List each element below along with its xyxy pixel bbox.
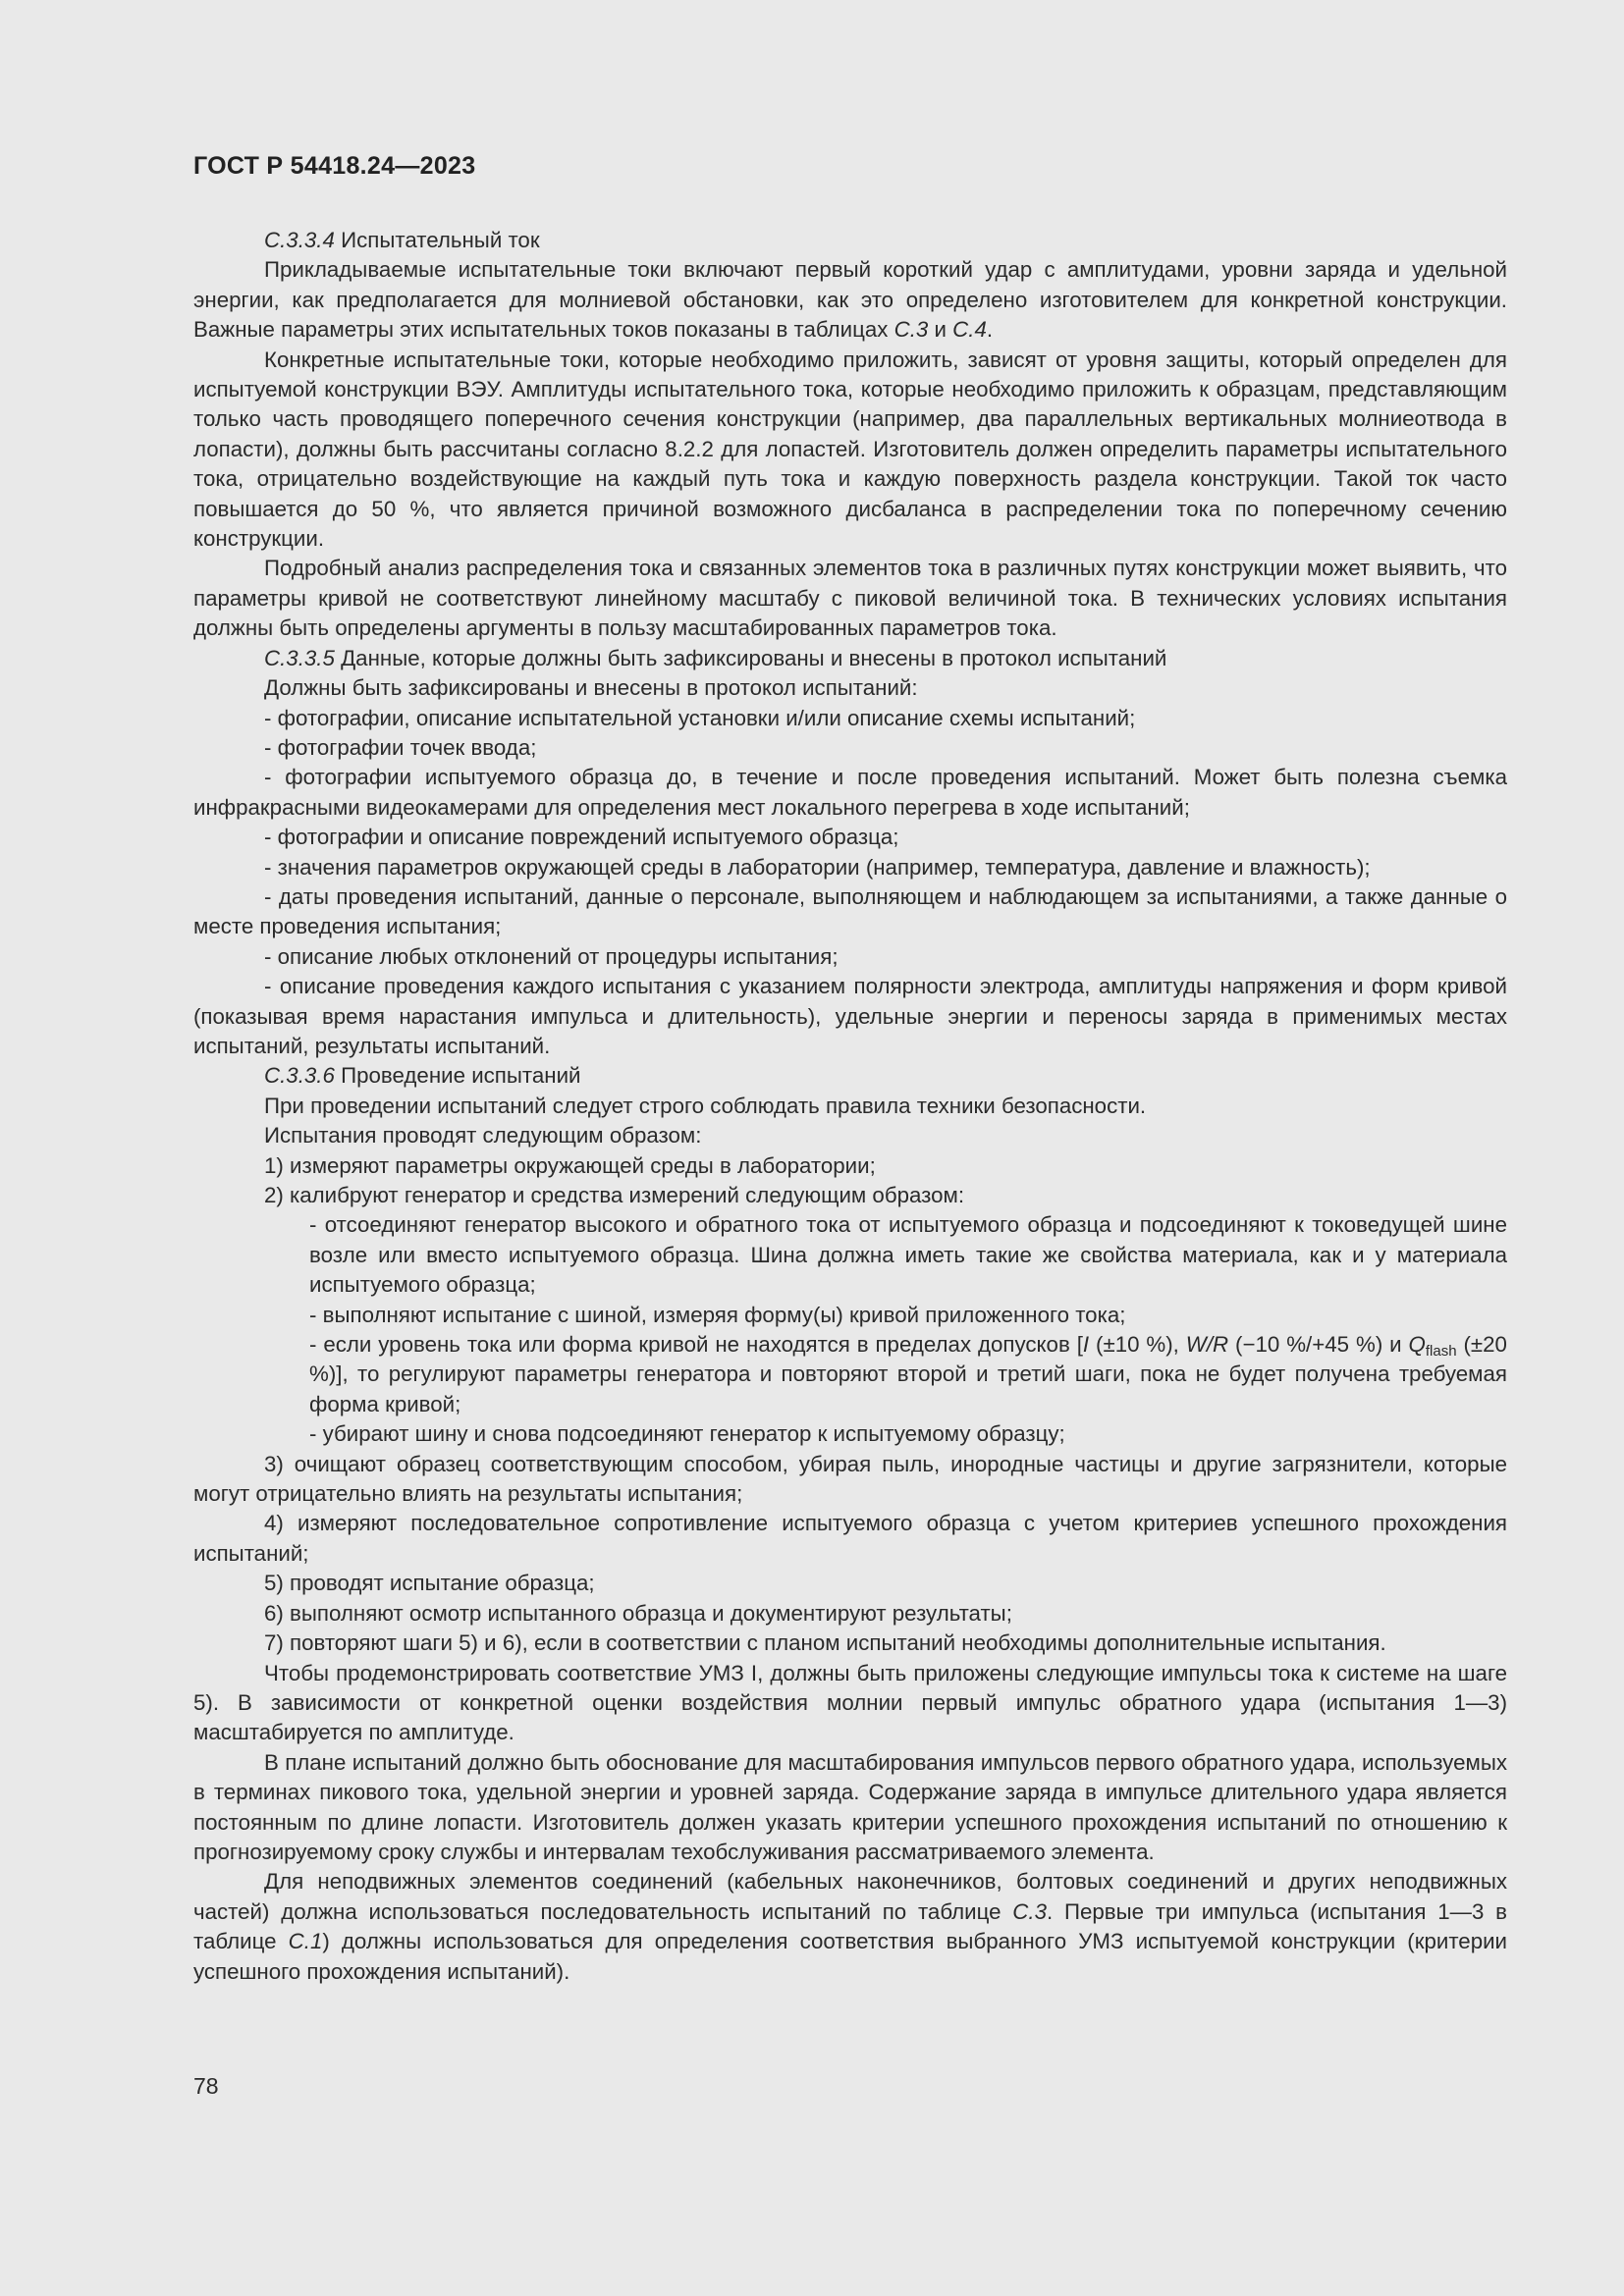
list-item: - даты проведения испытаний, данные о персонале, выполняющем и наблюдающем за испытаниями, а также данные о месте проведения испытания; [193,883,1507,939]
list-item: 2) калибруют генератор и средства измерений следующим образом: [264,1183,965,1207]
sub-list-text: (±20 %)], то регулируют параметры генератора и повторяют второй и третий шаги, пока не будет получена требуемая форма кривой; [309,1332,1507,1416]
sub-list-text: (±10 %), [1089,1332,1186,1358]
page-number: 78 [193,2073,219,2099]
paragraph: В плане испытаний должно быть обоснование для масштабирования импульсов первого обратного удара, используемых в терминах пикового тока, удельной энергии и уровней заряда. Содержание заряда в импульсе длительного удара является постоянным по длине лопасти. Изготовитель должен указать критерии успешного прохождения испытаний по отношению к прогнозируемому сроку службы и интервалам техобслуживания рассматриваемого элемента. [193,1749,1507,1864]
list-item: 3) очищают образец соответствующим способом, убирая пыль, инородные частицы и другие загрязнители, которые могут отрицательно влиять на результаты испытания; [193,1451,1507,1507]
paragraph: Конкретные испытательные токи, которые необходимо приложить, зависят от уровня защиты, который определен для испытуемой конструкции ВЭУ. Амплитуды испытательного тока, которые необходимо приложить к образцам, представляющим только часть проводящего поперечного сечения конструкции (например, два параллельных вертикальных молниеотвода в лопасти), должны быть рассчитаны согласно 8.2.2 для лопастей. Изготовитель должен определить параметры испытательного тока, отрицательно воздействующие на каждый путь тока и каждую поверхность раздела конструкции. Такой ток часто повышается до 50 %, что является причиной возможного дисбаланса в распределении тока по поперечному сечению конструкции. [193,347,1507,552]
section-title: Испытательный ток [334,228,540,252]
table-reference: С.3 [1012,1898,1047,1924]
section-number: С.3.3.6 [264,1063,335,1089]
paragraph-text: ) должны использоваться для определения соответствия выбранного УМЗ испытуемой конструкции (критерии успешного прохождения испытаний). [193,1929,1507,1984]
document-body [193,226,1507,1987]
section-heading-c334 [193,226,1507,255]
paragraph [193,1867,1507,1987]
table-reference: С.1 [288,1929,323,1954]
section-heading-c336 [193,1061,1507,1091]
list-item: 5) проводят испытание образца; [264,1571,595,1596]
list-item: - описание любых отклонений от процедуры испытания; [264,943,839,969]
list-item: - описание проведения каждого испытания с указанием полярности электрода, амплитуды напряжения и форм кривой (показывая время нарастания импульса и длительность), удельные энергии и переносы заряда в применимых местах испытаний, результаты испытаний. [193,974,1507,1058]
sub-list-item [309,1330,1507,1419]
document-header: ГОСТ Р 54418.24—2023 [193,152,476,180]
paragraph-text: Прикладываемые испытательные токи включают первый короткий удар с амплитудами, уровни заряда и удельной энергии, как предполагается для молниевой обстановки, как это определено изготовителем для конкретной конструкции. Важные параметры этих испытательных токов показаны в таблицах [193,257,1507,343]
paragraph: При проведении испытаний следует строго соблюдать правила техники безопасности. [264,1093,1147,1118]
section-number: С.3.3.4 [264,228,335,252]
list-item: - значения параметров окружающей среды в лаборатории (например, температура, давление и влажность); [264,854,1371,880]
section-heading-c335 [193,644,1507,673]
symbol-charge: Q [1408,1332,1426,1358]
sub-list-item: - убирают шину и снова подсоединяют генератор к испытуемому образцу; [309,1421,1065,1447]
paragraph: Должны быть зафиксированы и внесены в протокол испытаний: [264,675,918,701]
paragraph-text: . [986,317,994,343]
list-item: 7) повторяют шаги 5) и 6), если в соответствии с планом испытаний необходимы дополнительные испытания. [264,1630,1386,1656]
paragraph: Испытания проводят следующим образом: [264,1123,702,1148]
symbol-current: I [1082,1332,1090,1358]
table-reference: С.3 [893,317,929,343]
sub-list-text: - если уровень тока или форма кривой не находятся в пределах допусков [ [309,1332,1083,1358]
sub-list-item: - отсоединяют генератор высокого и обратного тока от испытуемого образца и подсоединяют к токоведущей шине возле или вместо испытуемого образца. Шина должна иметь такие же свойства материала, как и у материала испытуемого образца; [309,1212,1507,1298]
list-item: 1) измеряют параметры окружающей среды в лаборатории; [264,1152,876,1178]
table-reference: С.4 [952,317,987,343]
list-item: 6) выполняют осмотр испытанного образца и документируют результаты; [264,1600,1012,1626]
sub-list-text: (−10 %/+45 %) и [1228,1332,1409,1358]
paragraph-text: Для неподвижных элементов соединений (кабельных наконечников, болтовых соединений и других неподвижных частей) должна использоваться последовательность испытаний по таблице [193,1869,1507,1924]
list-item: - фотографии и описание повреждений испытуемого образца; [264,825,899,850]
sub-list-item: - выполняют испытание с шиной, измеряя форму(ы) кривой приложенного тока; [309,1302,1126,1327]
list-item: 4) измеряют последовательное сопротивление испытуемого образца с учетом критериев успешного прохождения испытаний; [193,1511,1507,1566]
paragraph [193,255,1507,345]
symbol-subscript: flash [1425,1343,1457,1361]
section-number: С.3.3.5 [264,645,335,670]
paragraph-text: . Первые три импульса (испытания 1—3 в таблице [193,1898,1508,1954]
list-item: - фотографии испытуемого образца до, в течение и после проведения испытаний. Может быть полезна съемка инфракрасными видеокамерами для определения мест локального перегрева в ходе испытаний; [193,765,1507,820]
paragraph: Чтобы продемонстрировать соответствие УМЗ I, должны быть приложены следующие импульсы тока к системе на шаге 5). В зависимости от конкретной оценки воздействия молнии первый импульс обратного удара (испытания 1—3) масштабируется по амплитуде. [193,1660,1507,1745]
list-item: - фотографии точек ввода; [264,734,537,760]
paragraph: Подробный анализ распределения тока и связанных элементов тока в различных путях конструкции может выявить, что параметры кривой не соответствуют линейному масштабу с пиковой величиной тока. В технических условиях испытания должны быть определены аргументы в пользу масштабированных параметров тока. [193,556,1507,641]
paragraph-text: и [928,317,953,343]
section-title: Данные, которые должны быть зафиксированы и внесены в протокол испытаний [334,645,1167,670]
section-title: Проведение испытаний [334,1063,581,1089]
symbol-specific-energy: W/R [1185,1332,1229,1358]
list-item: - фотографии, описание испытательной установки и/или описание схемы испытаний; [264,705,1136,730]
